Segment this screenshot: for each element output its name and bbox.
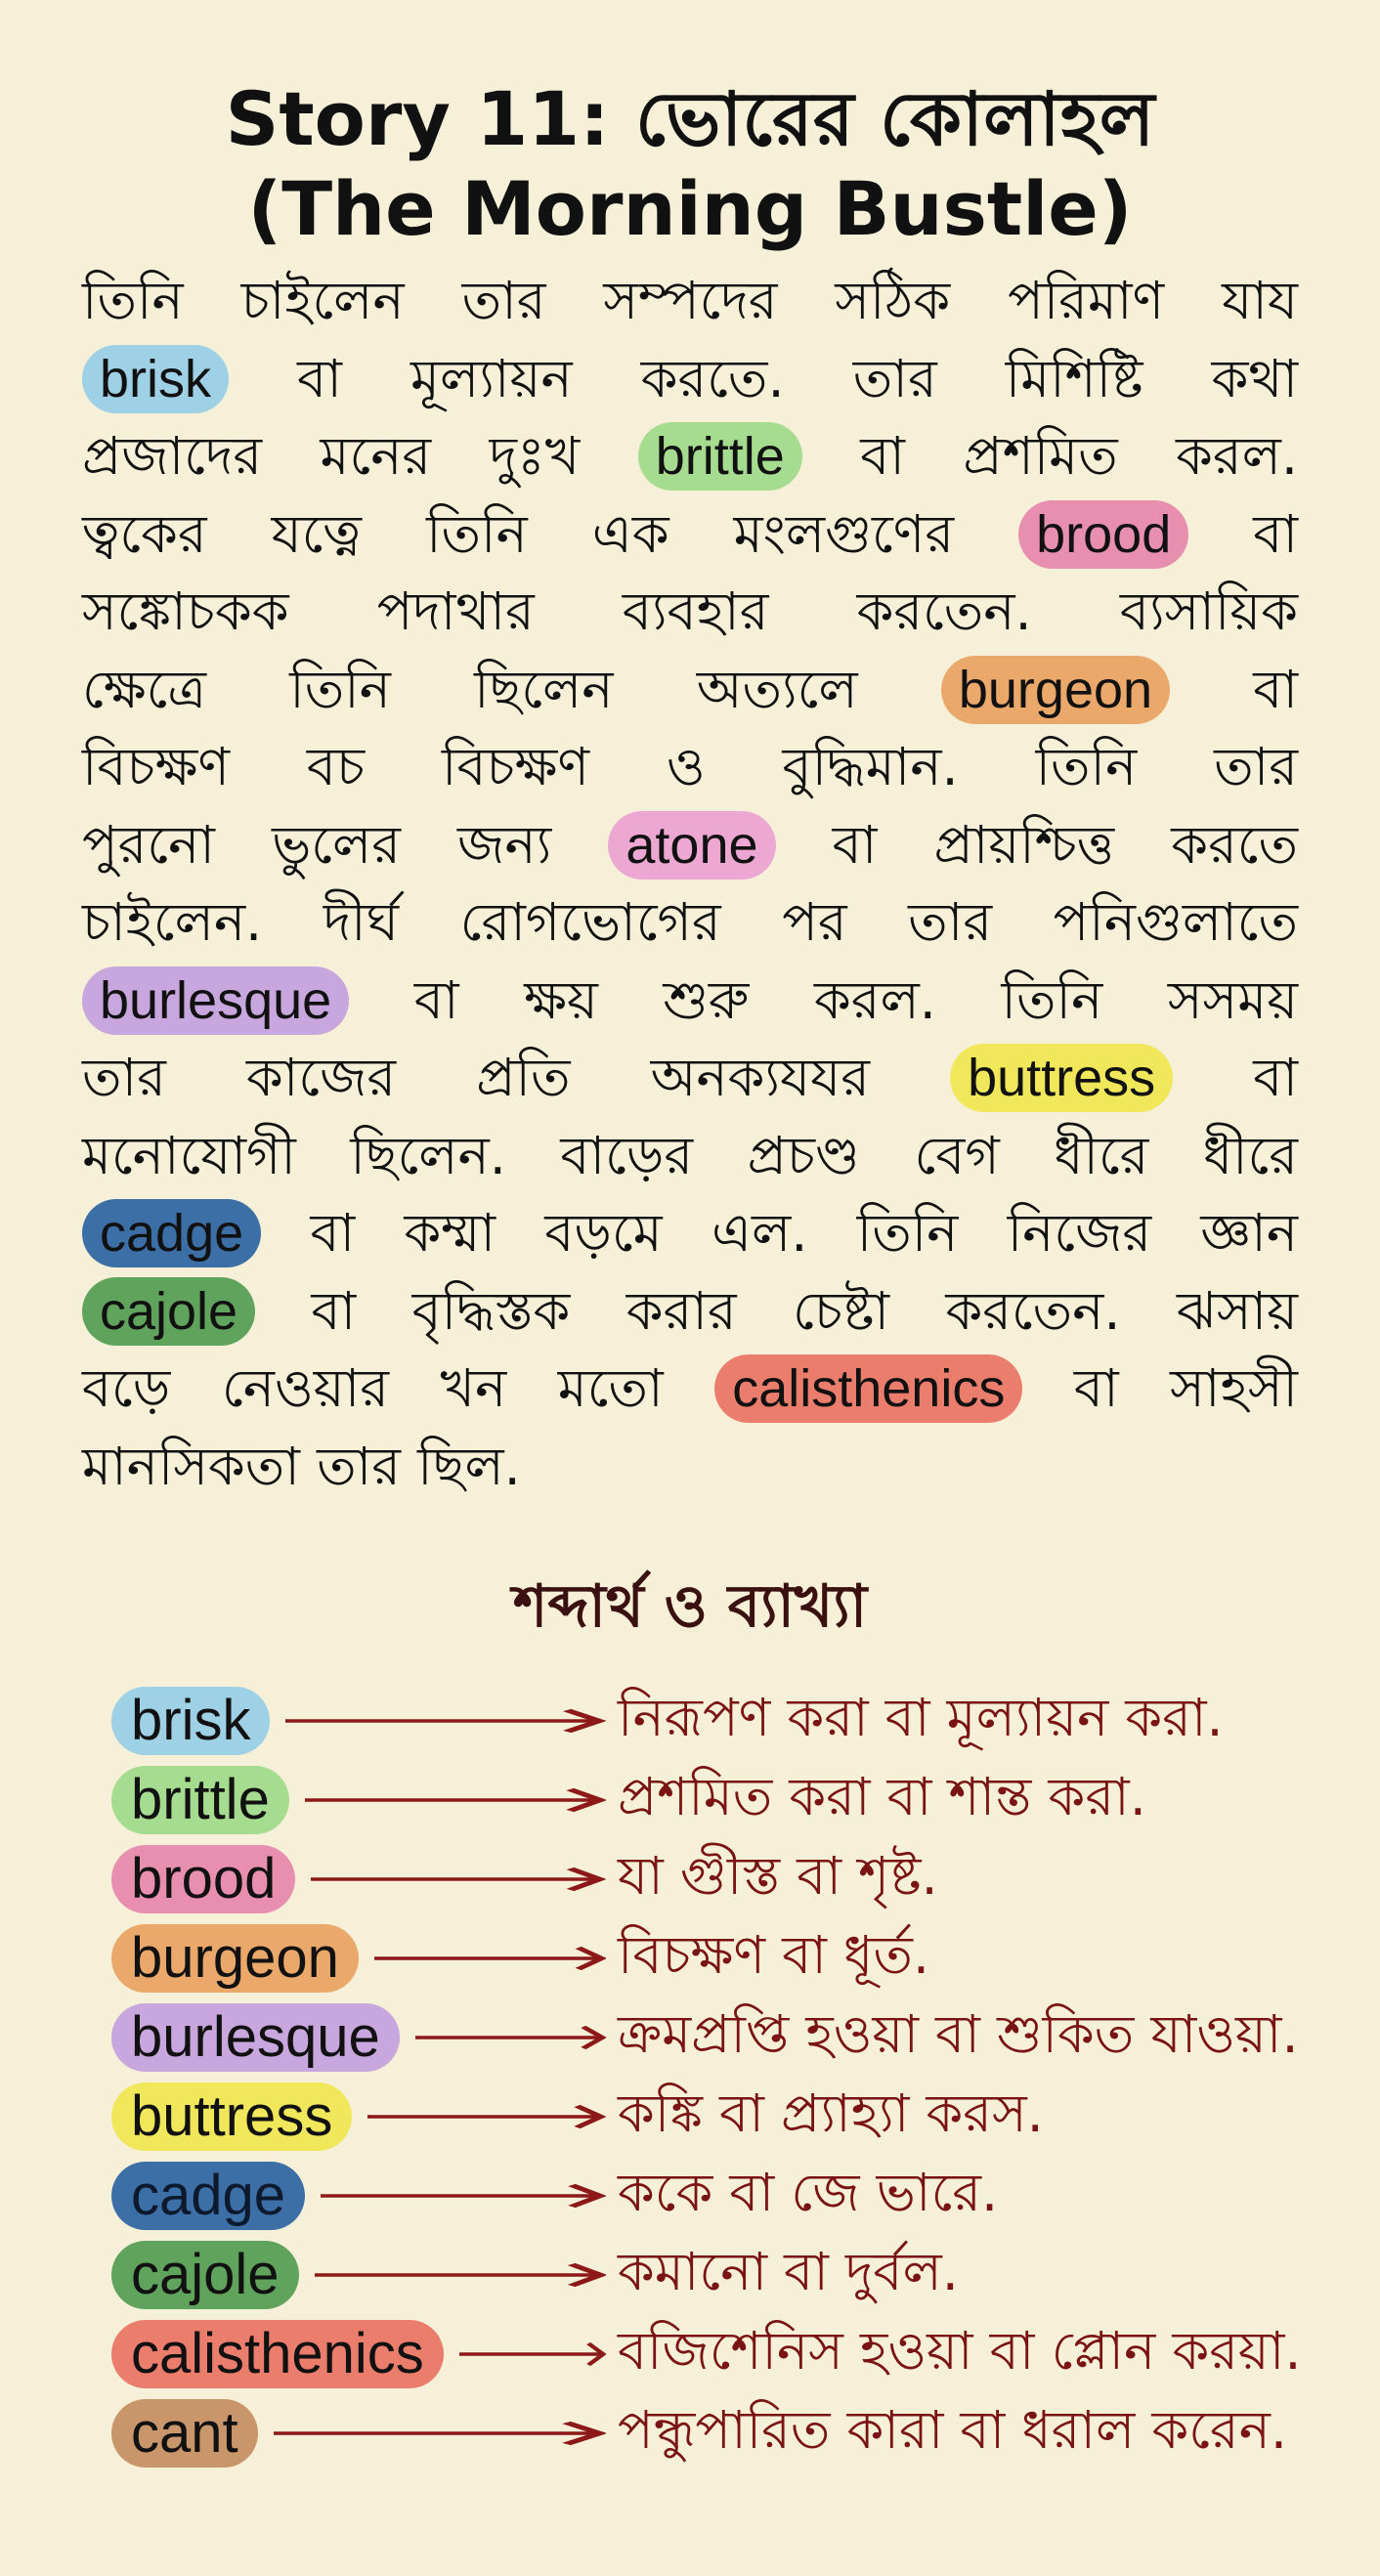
story-line (82, 1350, 1298, 1428)
title-line-2: (The Morning Bustle) (247, 165, 1133, 252)
vocab-highlight-burgeon: burgeon (941, 656, 1170, 724)
glossary-item (111, 2393, 1298, 2472)
story-line (82, 806, 1298, 884)
glossary-definition: বজিশেনিস হওয়া বা প্লোন করয়া. (618, 2319, 1302, 2382)
arrow-right-icon (258, 2419, 618, 2448)
vocab-highlight-buttress: buttress (950, 1044, 1173, 1112)
glossary-word: cant (111, 2399, 258, 2468)
story-line (82, 962, 1298, 1040)
story-line: মানসিকতা তার ছিল. (82, 1435, 521, 1497)
glossary-word: cadge (111, 2162, 305, 2230)
vocab-highlight-cadge: cadge (82, 1199, 261, 1267)
glossary-word: cajole (111, 2241, 299, 2309)
glossary-item (111, 2314, 1302, 2393)
glossary-word: calisthenics (111, 2320, 444, 2388)
story-line (82, 1039, 1298, 1117)
vocab-highlight-brittle: brittle (638, 422, 802, 491)
glossary-definition: কমানো বা দুর্বল. (618, 2240, 959, 2302)
story-text: ক্ষেত্রে তিনি ছিলেন অত্যলে (82, 658, 858, 720)
story-text: বা বৃদ্ধিস্তক করার চেষ্টা করতেন. ঝসায় (311, 1279, 1298, 1342)
glossary-definition: যা গুীস্ত বা শৃষ্ট. (618, 1844, 938, 1907)
story-text: বা (1253, 1047, 1298, 1108)
story-text: পুরনো ভুলের জন্য (82, 813, 552, 876)
vocab-highlight-cajole: cajole (82, 1277, 255, 1346)
story-line (82, 340, 1298, 418)
story-text: বা ক্ষয় শুরু করল. তিনি সসময় (413, 968, 1299, 1031)
glossary-item (111, 1760, 1298, 1839)
glossary-definition: ককে বা জে ভারে. (618, 2161, 999, 2223)
title-line-1: Story 11: ভোরের কোলাহল (225, 75, 1155, 162)
arrow-right-icon (289, 1785, 618, 1815)
arrow-right-icon (270, 1706, 618, 1736)
glossary-item (111, 1918, 1298, 1997)
glossary-heading: শব্দার্থ ও ব্যাখ্যা (512, 1572, 868, 1641)
glossary-word: brittle (111, 1766, 289, 1834)
story-text: বা সাহসী (1073, 1357, 1299, 1419)
glossary-definition: পন্ধুপারিত কারা বা ধরাল করেন. (618, 2398, 1288, 2461)
glossary-word: burlesque (111, 2003, 400, 2072)
arrow-right-icon (295, 1865, 618, 1894)
glossary-definition: কঙ্কি বা প্র্যাহ্যা করস. (618, 2082, 1044, 2144)
story-line (82, 1272, 1298, 1351)
glossary-list (82, 1681, 1302, 2472)
glossary-word: buttress (111, 2082, 352, 2151)
glossary-item (111, 2235, 1298, 2314)
glossary-item (111, 1997, 1298, 2077)
glossary-definition: ক্রমপ্রপ্তি হওয়া বা শুকিত যাওয়া. (618, 2002, 1299, 2065)
story-text: বড়ে নেওয়ার খন মতো (82, 1357, 664, 1419)
vocab-highlight-calisthenics: calisthenics (714, 1354, 1022, 1423)
glossary-item (111, 2156, 1298, 2235)
glossary-word: burgeon (111, 1924, 359, 1993)
story-text: ত্বকের যত্নে তিনি এক মংলগুণের (82, 502, 955, 565)
vocab-highlight-atone: atone (608, 811, 775, 880)
story-title (82, 74, 1298, 254)
story-line: সঙ্কোচকক পদাথার ব্যবহার করতেন. ব্যসায়িক (82, 580, 1298, 642)
page (0, 74, 1380, 2576)
story-text: বা কম্মা বড়মে এল. তিনি নিজের জ্ঞান (310, 1202, 1299, 1264)
arrow-right-icon (305, 2181, 618, 2211)
story-line (82, 417, 1298, 495)
glossary-item (111, 1681, 1298, 1760)
glossary-word: brisk (111, 1687, 270, 1755)
arrow-right-icon (352, 2102, 618, 2131)
glossary-definition: নিরূপণ করা বা মূল্যায়ন করা. (618, 1686, 1224, 1748)
story-text: বা মূল্যায়ন করতে. তার মিশিষ্টি কথা (297, 347, 1298, 409)
story-line (82, 495, 1298, 574)
story-line: তিনি চাইলেন তার সম্পদের সঠিক পরিমাণ যায (82, 270, 1298, 331)
vocab-highlight-burlesque: burlesque (82, 966, 349, 1035)
story-text: তার কাজের প্রতি অনক্যযযর (82, 1047, 870, 1108)
vocab-highlight-brisk: brisk (82, 345, 229, 413)
glossary-item (111, 2077, 1298, 2156)
arrow-right-icon (359, 1944, 618, 1973)
glossary-definition: বিচক্ষণ বা ধূর্ত. (618, 1923, 930, 1986)
story-line (82, 651, 1298, 729)
story-text: বা প্রায়শ্চিত্ত করতে (832, 813, 1298, 876)
glossary-definition: প্রশমিত করা বা শান্ত করা. (618, 1765, 1146, 1827)
story-paragraph (82, 262, 1298, 1505)
glossary-item (111, 1839, 1298, 1918)
vocab-highlight-brood: brood (1018, 500, 1188, 569)
story-text: বা প্রশমিত করল. (860, 425, 1299, 487)
story-text: বা (1253, 658, 1299, 720)
story-text: প্রজাদের মনের দুঃখ (82, 425, 581, 487)
glossary-word: brood (111, 1845, 295, 1913)
story-line: চাইলেন. দীর্ঘ রোগভোগের পর তার পনিগুলাতে (82, 891, 1298, 953)
story-line: মনোযোগী ছিলেন. বাড়ের প্রচণ্ড বেগ ধীরে ধীরে (82, 1124, 1298, 1186)
arrow-right-icon (299, 2260, 618, 2290)
story-text: বা (1253, 502, 1299, 565)
arrow-right-icon (400, 2023, 618, 2052)
story-line (82, 1194, 1298, 1272)
story-line: বিচক্ষণ বচ বিচক্ষণ ও বুদ্ধিমান. তিনি তার (82, 736, 1298, 797)
arrow-right-icon (444, 2340, 618, 2369)
